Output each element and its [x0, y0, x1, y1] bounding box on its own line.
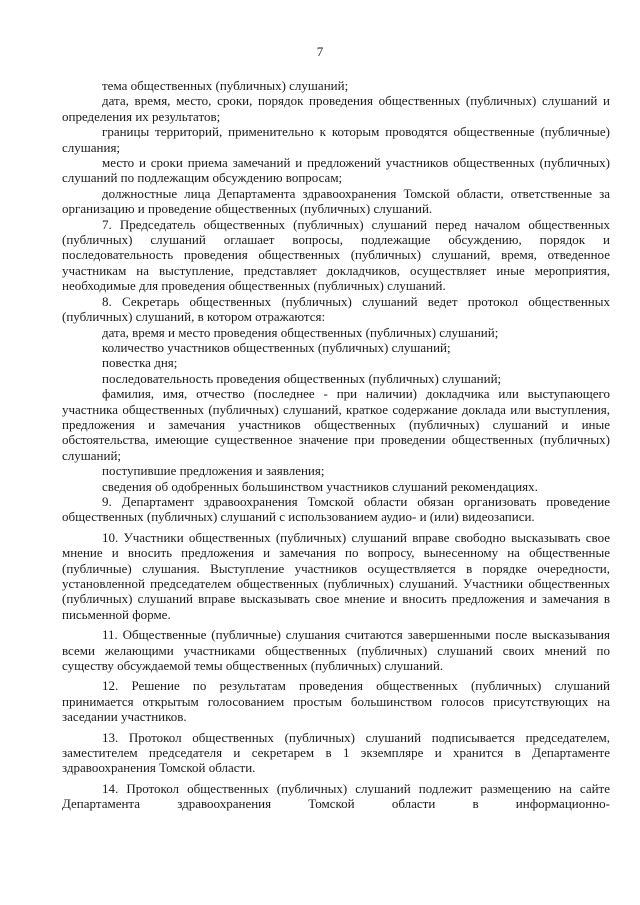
paragraph-clause-9: 9. Департамент здравоохранения Томской области обязан организовать проведение общественных (публичных) слушаний с использованием аудио- и (или) видеозаписи.	[62, 493, 610, 525]
paragraph-clause-13: 13. Протокол общественных (публичных) слушаний подписывается председателем, заместителем председателя и секретарем в 1 экземпляре и хранится в Департаменте здравоохранения Томской области.	[62, 729, 610, 776]
document-body	[62, 78, 610, 812]
paragraph-protocol-sequence: последовательность проведения общественных (публичных) слушаний;	[102, 370, 502, 386]
paragraph-list-item-boundaries: границы территорий, применительно к которым проводятся общественные (публичные) слушания;	[62, 124, 610, 155]
paragraph-list-item-officials: должностные лица Департамента здравоохранения Томской области, ответственные за организацию и проведение общественных (публичных) слушаний.	[62, 185, 610, 217]
paragraph-clause-14: 14. Протокол общественных (публичных) слушаний подлежит размещению на сайте Департамента здравоохранения Томской области в информационно-	[62, 780, 610, 812]
paragraph-clause-10: 10. Участники общественных (публичных) слушаний вправе свободно высказывать свое мнение и вносить предложения и замечания по вопросу, вынесенному на общественные (публичные) слушания. Выступление участников осуществляется в порядке очередности, установленной председателем общественных (публичных) слушаний. Участники общественных (публичных) слушаний вправе высказывать свое мнение и вносить предложения и замечания в письменной форме.	[62, 529, 610, 622]
paragraph-clause-11: 11. Общественные (публичные) слушания считаются завершенными после высказывания всеми желающими участниками общественных (публичных) слушаний своих мнений по существу обсуждаемой темы общественных (публичных) слушаний.	[62, 627, 610, 674]
paragraph-list-item-date-time: дата, время, место, сроки, порядок проведения общественных (публичных) слушаний и определения их результатов;	[62, 93, 610, 124]
page-number: 7	[316, 44, 324, 59]
paragraph-protocol-date: дата, время и место проведения общественных (публичных) слушаний;	[102, 324, 499, 340]
paragraph-protocol-count: количество участников общественных (публичных) слушаний;	[102, 339, 451, 355]
paragraph-protocol-speaker: фамилия, имя, отчество (последнее - при наличии) докладчика или выступающего участника общественных (публичных) слушаний, краткое содержание доклада или выступления, предложения и замечания участников общественных (публичных) слушаний и иные обстоятельства, имеющие существенное значение при проведении общественных (публичных) слушаний;	[62, 386, 610, 463]
paragraph-clause-8: 8. Секретарь общественных (публичных) слушаний ведет протокол общественных (публичных) слушаний, в котором отражаются:	[62, 293, 610, 325]
paragraph-protocol-proposals: поступившие предложения и заявления;	[102, 463, 325, 479]
paragraph-protocol-recommendations: сведения об одобренных большинством участников слушаний рекомендациях.	[102, 478, 538, 494]
paragraph-clause-12: 12. Решение по результатам проведения общественных (публичных) слушаний принимается открытым голосованием простым большинством голосов присутствующих на заседании участников.	[62, 678, 610, 725]
paragraph-list-item-topic: тема общественных (публичных) слушаний;	[102, 78, 349, 93]
paragraph-list-item-remarks: место и сроки приема замечаний и предложений участников общественных (публичных) слушаний по подлежащим обсуждению вопросам;	[62, 155, 610, 186]
paragraph-clause-7: 7. Председатель общественных (публичных) слушаний перед началом общественных (публичных) слушаний оглашает вопросы, подлежащие обсуждению, порядок и последовательность проведения общественных (публичных) слушаний, время, отведенное участникам на выступление, представляет докладчиков, осуществляет иные мероприятия, необходимые для проведения общественных (публичных) слушаний.	[62, 216, 610, 294]
paragraph-protocol-agenda: повестка дня;	[102, 355, 178, 371]
